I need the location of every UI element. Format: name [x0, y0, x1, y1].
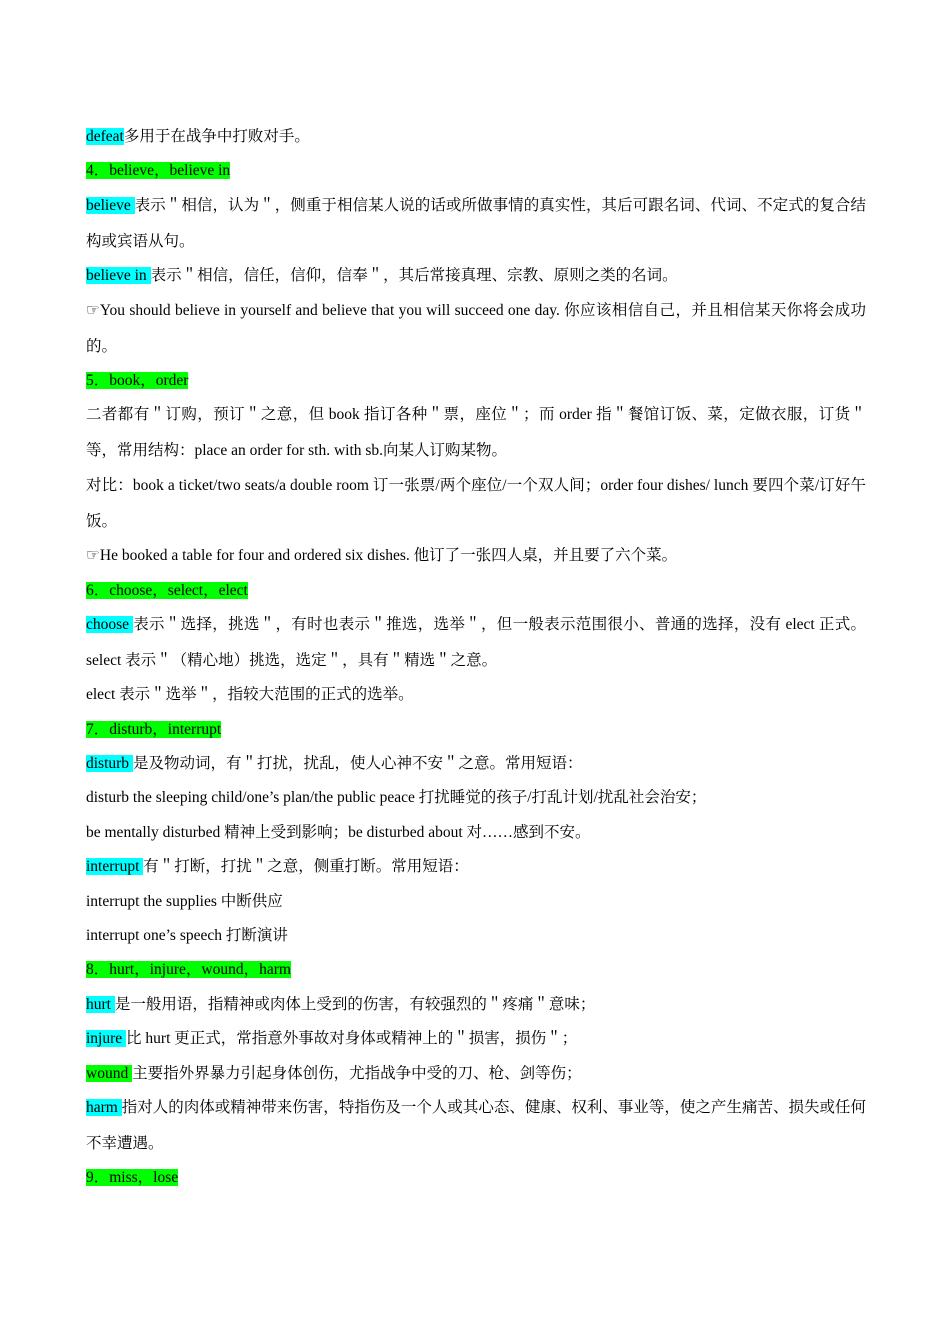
heading-6	[86, 579, 866, 603]
paragraph-text: 表示＂相信，认为＂，侧重于相信某人说的话或所做事情的真实性，其后可跟名词、代词、不定式的复合结构或宾语从句。	[86, 196, 866, 250]
paragraph-believe-in	[86, 264, 866, 288]
phrase-disturb-2	[86, 821, 866, 845]
term-wound: wound	[86, 1064, 133, 1082]
paragraph-interrupt	[86, 855, 866, 879]
paragraph-believe	[86, 188, 866, 260]
phrase-interrupt-2	[86, 924, 866, 948]
term-harm: harm	[86, 1098, 122, 1116]
term-believe: believe	[86, 196, 135, 214]
phrase-text: interrupt the supplies 中断供应	[86, 892, 283, 910]
heading-text: 5．book，order	[86, 371, 189, 389]
paragraph-text: 多用于在战争中打败对手。	[123, 128, 310, 145]
paragraph-text: 表示＂选择，挑选＂，有时也表示＂推选，选举＂，但一般表示范围很小、普通的选择，没有 elect 正式。 select 表示＂（精心地）挑选，选定＂，具有＂精选＂之意。	[86, 615, 866, 669]
heading-text: 6．choose，select，elect	[86, 581, 248, 599]
term-believe-in: believe in	[86, 267, 151, 285]
paragraph-choose	[86, 607, 866, 679]
term-hurt: hurt	[86, 995, 115, 1013]
example-book	[86, 544, 866, 568]
term-injure: injure	[86, 1030, 127, 1048]
heading-text: 4．believe，believe in	[86, 162, 231, 180]
paragraph-text: 是及物动词，有＂打扰，扰乱，使人心神不安＂之意。常用短语：	[132, 755, 583, 773]
paragraph-wound	[86, 1062, 866, 1086]
heading-9	[86, 1166, 866, 1190]
phrase-text: be mentally disturbed 精神上受到影响；be disturbed about 对……感到不安。	[86, 823, 591, 841]
paragraph-book-order	[86, 397, 866, 469]
paragraph-text: 主要指外界暴力引起身体创伤，尤指战争中受的刀、枪、剑等伤；	[132, 1064, 582, 1082]
phrase-disturb-1	[86, 786, 866, 810]
paragraph-harm	[86, 1090, 866, 1162]
paragraph-text: 对比：book a ticket/two seats/a double room 订一张票/两个座位/一个双人间；order four dishes/ lunch 要四个菜/订好午饭。	[86, 476, 866, 530]
term-defeat: defeat	[86, 128, 124, 145]
paragraph-text: 二者都有＂订购，预订＂之意，但 book 指订各种＂票，座位＂；而 order 指＂餐馆订饭、菜，定做衣服，订货＂等，常用结构：place an order for sth. with sb.向某人订购某物。	[86, 406, 866, 460]
term-disturb: disturb	[86, 755, 133, 773]
paragraph-disturb	[86, 752, 866, 776]
heading-text: 7．disturb，interrupt	[86, 720, 222, 738]
example-text: ☞He booked a table for four and ordered six dishes. 他订了一张四人桌，并且要了六个菜。	[86, 547, 678, 565]
heading-7	[86, 718, 866, 742]
paragraph-defeat	[86, 125, 866, 149]
paragraph-text: 是一般用语，指精神或肉体上受到的伤害，有较强烈的＂疼痛＂意味；	[114, 995, 596, 1013]
paragraph-injure	[86, 1027, 866, 1051]
paragraph-hurt	[86, 993, 866, 1017]
heading-5	[86, 369, 866, 393]
example-text: ☞You should believe in yourself and believe that you will succeed one day. 你应该相信自己，并且相信某天你将会成功的。	[86, 301, 866, 355]
term-choose: choose	[86, 615, 134, 633]
phrase-interrupt-1	[86, 890, 866, 914]
term-interrupt: interrupt	[86, 858, 144, 876]
paragraph-text: 有＂打断，打扰＂之意，侧重打断。常用短语：	[143, 858, 469, 876]
paragraph-text: 比 hurt 更正式，常指意外事故对身体或精神上的＂损害，损伤＂；	[126, 1030, 578, 1048]
heading-4	[86, 159, 866, 183]
paragraph-text: 指对人的肉体或精神带来伤害，特指伤及一个人或其心态、健康、权利、事业等，使之产生痛苦、损失或任何不幸遭遇。	[86, 1098, 866, 1152]
paragraph-compare	[86, 468, 866, 540]
paragraph-text: 表示＂相信，信任，信仰，信奉＂，其后常接真理、宗教、原则之类的名词。	[150, 267, 678, 285]
phrase-text: interrupt one’s speech 打断演讲	[86, 927, 288, 945]
paragraph-elect	[86, 683, 866, 707]
heading-8	[86, 958, 866, 982]
paragraph-text: elect 表示＂选举＂，指较大范围的正式的选举。	[86, 686, 414, 704]
heading-text: 9．miss，lose	[86, 1169, 179, 1187]
document-body	[86, 125, 866, 1201]
phrase-text: disturb the sleeping child/one’s plan/the public peace 打扰睡觉的孩子/打乱计划/扰乱社会治安；	[86, 789, 707, 807]
example-believe	[86, 293, 866, 365]
heading-text: 8．hurt，injure，wound，harm	[86, 961, 291, 979]
